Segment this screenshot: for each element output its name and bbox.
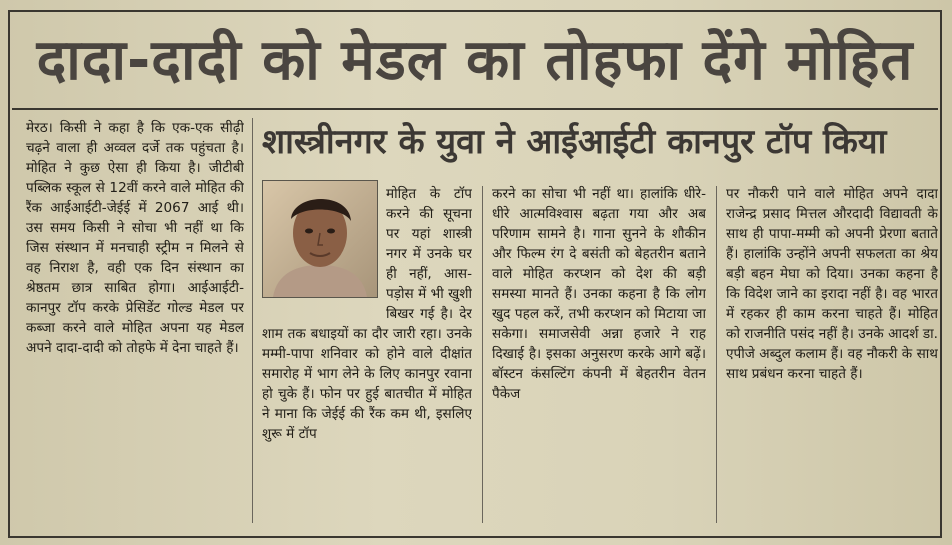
portrait-photo xyxy=(262,180,378,298)
column-divider xyxy=(716,186,717,523)
article-column-3: करने का सोचा भी नहीं था। हालांकि धीरे-धीरे आत्मविश्वास बढ़ता गया और अब परिणाम सामने है। गाना सुनने के शौकीन और फिल्म रंग दे बसंती को बेहतरीन बताने वाले मोहित करप्शन को देश की बड़ी समस्या मानते हैं। उनका कहना है कि लोग खुद पहल करें, तभी करप्शन को मिटाया जा सकेगा। समाजसेवी अन्ना हजारे ने राह दिखाई है। इसका अनुसरण करके आगे बढ़ें। बॉस्टन कंसल्टिंग कंपनी में बेहतरीन वेतन पैकेज xyxy=(492,186,706,402)
subheadline: शास्त्रीनगर के युवा ने आईआईटी कानपुर टॉप किया xyxy=(262,122,887,162)
headline-divider xyxy=(12,108,938,110)
article-column-4: पर नौकरी पाने वाले मोहित अपने दादा राजेन्द्र प्रसाद मित्तल औरदादी विद्यावती के साथ ही पापा-मम्मी को अपनी प्रेरणा बताते हैं। हालांकि उन्होंने अपनी सफलता का श्रेय बड़ी बहन मेघा को दिया। उनका कहना है कि विदेश जाने का इरादा नहीं है। वह भारत में रहकर ही काम करना चाहते हैं। मोहित को राजनीति पसंद नहीं है। उनके आदर्श डा. एपीजे अब्दुल कलाम हैं। वह नौकरी के साथ साथ प्रबंधन करना चाहते हैं। xyxy=(726,186,938,382)
column-divider xyxy=(482,186,483,523)
article-column-1: मेरठ। किसी ने कहा है कि एक-एक सीढ़ी चढ़ने वाला ही अव्वल दर्जे तक पहुंचता है। मोहित ने कुछ ऐसा ही किया है। जीटीबी पब्लिक स्कूल से 12वीं करने वाले मोहित की रैंक आईआईटी-जेईई में 2067 आई थी। उस समय किसी ने सोचा भी नहीं था कि जिस संस्थान में मनचाही स्ट्रीम न मिलने से वह निराश है, वही एक दिन संस्थान का श्रेष्ठतम छात्र साबित होगा। आईआईटी-कानपुर टॉप करके प्रेसिडेंट गोल्ड मेडल पर कब्जा करने वाले मोहित अपना यह मेडल अपने दादा-दादी को तोहफे में देना चाहते हैं। xyxy=(26,120,244,356)
column-divider xyxy=(252,118,253,523)
headline: दादा-दादी को मेडल का तोहफा देंगे मोहित xyxy=(36,28,914,93)
article-column-2-text: मोहित के टॉप करने की सूचना पर यहां शास्त्री नगर में उनके घर ही नहीं, आस-पड़ोस में भी खुशी बिखर गई है। देर शाम तक बधाइयों का दौर जारी रहा। उनके मम्मी-पापा शनिवार को होने वाले दीक्षांत समारोह में भाग लेने के लिए कानपुर रवाना हो चुके हैं। फोन पर हुई बातचीत में मोहित ने माना कि जेईई की रैंक कम थी, इसलिए शुरू में टॉप xyxy=(262,186,472,442)
